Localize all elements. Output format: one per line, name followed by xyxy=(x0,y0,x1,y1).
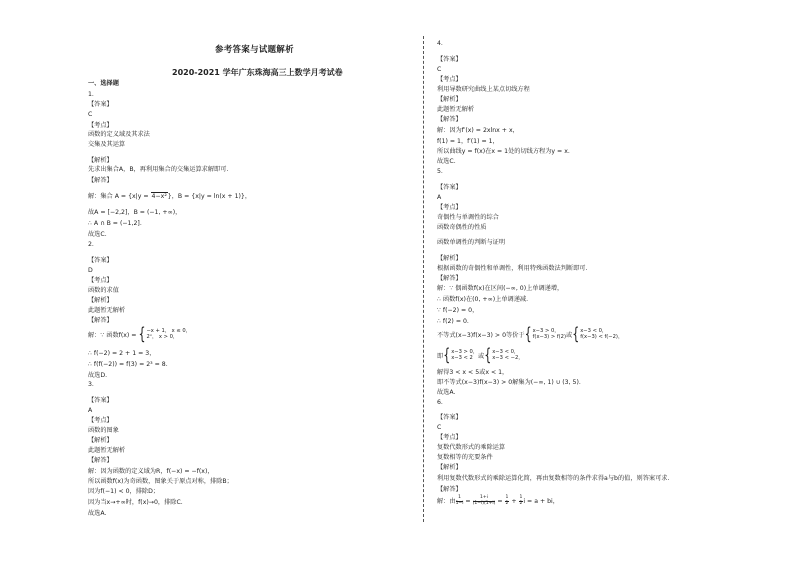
sqrt-expr: 4−x² xyxy=(151,193,167,200)
point-item: 函数的求值 xyxy=(88,287,119,294)
point-item: 奇偶性与单调性的综合 xyxy=(437,214,499,221)
denominator: (1−i)(1+i) xyxy=(472,500,496,506)
answer-value: C xyxy=(437,66,442,73)
brace-symbol: { xyxy=(138,324,146,344)
analysis-text: 此题暂无解析 xyxy=(88,447,126,454)
solve-text: 不等式(x−3)f(x−3) > 0等价于 xyxy=(437,331,525,339)
brace-symbol: { xyxy=(443,345,451,365)
solve-text: 或 xyxy=(478,352,485,360)
system-line: x−3 < −2， xyxy=(492,354,524,361)
answer-tag: 【答案】 xyxy=(437,414,462,421)
solve-line: 故选D. xyxy=(88,372,108,379)
system-line: x−3 < 0， xyxy=(580,328,608,334)
points-tag: 【考点】 xyxy=(437,204,462,211)
solve-tag: 【解答】 xyxy=(88,457,113,464)
inequality-system xyxy=(492,350,523,362)
system-line: f(x−3) > f(2) xyxy=(532,333,567,340)
solve-line: 故选C. xyxy=(88,231,107,238)
points-tag: 【考点】 xyxy=(437,76,462,83)
solve-text: 解：∵ 函数f(x) = xyxy=(88,331,139,339)
piecewise-system xyxy=(146,329,190,341)
solve-tag: 【解答】 xyxy=(437,116,462,123)
solve-line xyxy=(437,496,559,506)
inequality-system xyxy=(580,329,623,341)
page-subtitle: 2020-2021 学年广东珠海高三上数学月考试卷 xyxy=(172,68,343,77)
solve-line: 故选A. xyxy=(88,510,107,517)
point-item: 利用导数研究曲线上某点切线方程 xyxy=(437,86,530,93)
answer-tag: 【答案】 xyxy=(88,257,113,264)
answer-value: A xyxy=(437,194,442,201)
denominator: 2 xyxy=(505,500,509,506)
solve-line: 所以曲线y = f(x)在x = 1处的切线方程为y = x. xyxy=(437,148,570,155)
solve-tag: 【解答】 xyxy=(437,486,462,493)
points-tag: 【考点】 xyxy=(437,434,462,441)
answer-value: D xyxy=(88,267,93,274)
analysis-tag: 【解析】 xyxy=(88,437,113,444)
numerator: 1 xyxy=(456,496,464,502)
equals: = xyxy=(495,498,505,506)
inequality-system xyxy=(533,329,566,341)
plus: + xyxy=(509,498,519,506)
solve-line: ∴ f(−2) = 2 + 1 = 3， xyxy=(88,350,156,357)
brace-symbol: { xyxy=(524,324,532,344)
brace-symbol: { xyxy=(572,324,580,344)
solve-line: 所以函数f(x)为奇函数，图象关于原点对称，排除B； xyxy=(88,478,233,485)
point-item: 函数单调性的判断与证明 xyxy=(437,239,506,246)
brace-symbol: { xyxy=(484,345,492,365)
analysis-tag: 【解析】 xyxy=(437,96,462,103)
system-line: x−3 < 2 xyxy=(451,354,473,361)
solve-line: ∴ A ∩ B = (−1,2]. xyxy=(88,220,142,227)
solve-line: 故选A. xyxy=(437,389,456,396)
numerator: 1+i xyxy=(473,496,496,502)
inequality-system xyxy=(451,350,478,362)
solve-line: ∴ f(2) = 0. xyxy=(437,318,469,325)
analysis-text: 先求出集合A，B，再利用集合的交集运算求解即可. xyxy=(88,166,229,173)
analysis-text: 利用复数代数形式的乘除运算化简，再由复数相等的条件求得a与b的值，则答案可求. xyxy=(437,475,670,482)
question-number: 3. xyxy=(88,381,94,388)
analysis-text: 此题暂无解析 xyxy=(437,106,475,113)
denominator: 2 xyxy=(519,500,523,506)
solve-line: ∴ f(f(−2)) = f(3) = 2³ = 8. xyxy=(88,361,168,368)
answer-value: C xyxy=(437,424,442,431)
question-number: 2. xyxy=(88,241,94,248)
analysis-tag: 【解析】 xyxy=(437,255,462,262)
solve-tag: 【解答】 xyxy=(88,177,113,184)
question-number: 1. xyxy=(88,91,94,98)
solve-tag: 【解答】 xyxy=(88,317,113,324)
solve-tag: 【解答】 xyxy=(437,275,462,282)
solve-line: 故选C. xyxy=(437,158,456,165)
solve-line: f(1) = 1，f′(1) = 1， xyxy=(437,138,499,145)
solve-text: 解：由 xyxy=(437,498,456,506)
solve-line xyxy=(88,193,251,201)
point-item: 函数的图象 xyxy=(88,427,119,434)
solve-line: 解得3 < x < 5或x < 1， xyxy=(437,369,509,376)
answer-tag: 【答案】 xyxy=(437,184,462,191)
answer-value: A xyxy=(88,407,93,414)
column-divider xyxy=(423,36,424,522)
solve-text: 即 xyxy=(437,352,444,360)
page-title: 参考答案与试题解析 xyxy=(215,44,294,54)
analysis-tag: 【解析】 xyxy=(88,157,113,164)
point-item: 复数代数形式的乘除运算 xyxy=(437,444,506,451)
point-item: 函数的定义域及其求法 xyxy=(88,131,150,138)
equals: = xyxy=(463,498,473,506)
system-line: f(x−3) < f(−2)， xyxy=(580,333,624,340)
piece-line: 2ˣ， x > 0， xyxy=(146,333,179,340)
analysis-tag: 【解析】 xyxy=(437,464,462,471)
point-item: 复数相等的充要条件 xyxy=(437,454,493,461)
solve-line: 即不等式(x−3)f(x−3) > 0解集为(−∞, 1) ∪ (3, 5). xyxy=(437,379,581,386)
solve-line: ∴ 函数f(x)在(0, +∞)上单调递减. xyxy=(437,296,529,303)
numerator: 1 xyxy=(505,495,509,500)
answer-tag: 【答案】 xyxy=(437,56,462,63)
solve-line: 故A = [−2,2]，B = (−1, +∞)， xyxy=(88,209,182,216)
system-line: x−3 > 0， xyxy=(451,349,479,355)
solve-line: 因为f(−1) < 0，排除D； xyxy=(88,488,160,495)
point-item: 函数奇偶性的性质 xyxy=(437,224,487,231)
question-number: 5. xyxy=(437,168,443,175)
answer-tag: 【答案】 xyxy=(88,397,113,404)
denominator: 1−i xyxy=(455,500,464,506)
fraction xyxy=(473,496,496,506)
system-line: x−3 < 0， xyxy=(492,349,520,355)
solve-line: ∵ f(−2) = 0， xyxy=(437,307,479,314)
question-number: 4. xyxy=(437,40,443,47)
solve-text: i = a + bi， xyxy=(523,498,559,506)
solve-text: 或 xyxy=(566,331,573,339)
answer-value: C xyxy=(88,111,93,118)
question-number: 6. xyxy=(437,399,443,406)
points-tag: 【考点】 xyxy=(88,277,113,284)
system-line: x−3 > 0， xyxy=(532,328,560,334)
solve-line xyxy=(88,324,191,344)
solve-line: 因为当x→+∞时，f(x)→0，排除C. xyxy=(88,499,183,506)
point-item: 交集及其运算 xyxy=(88,141,126,148)
analysis-text: 此题暂无解析 xyxy=(88,307,126,314)
solve-line: 解：因为f′(x) = 2xlnx + x， xyxy=(437,127,519,134)
piece-line: −x + 1， x ≤ 0， xyxy=(146,328,191,334)
solve-text: }，B = {x|y = ln(x + 1)}， xyxy=(167,193,252,200)
solve-text: 解：集合 A = {x|y = xyxy=(88,193,151,200)
analysis-text: 根据函数的奇偶性和单调性，利用特殊函数法判断即可. xyxy=(437,265,588,272)
section-heading: 一、选择题 xyxy=(88,80,119,87)
points-tag: 【考点】 xyxy=(88,417,113,424)
points-tag: 【考点】 xyxy=(88,122,113,129)
numerator: 1 xyxy=(519,495,523,500)
solve-line: 解：因为函数的定义域为R，f(−x) = −f(x)， xyxy=(88,468,214,475)
analysis-tag: 【解析】 xyxy=(88,297,113,304)
solve-line: 解：∵ 偶函数f(x)在区间(−∞, 0)上单调递增， xyxy=(437,285,564,292)
solve-line xyxy=(437,345,524,365)
answer-tag: 【答案】 xyxy=(88,101,113,108)
solve-line xyxy=(437,324,624,344)
